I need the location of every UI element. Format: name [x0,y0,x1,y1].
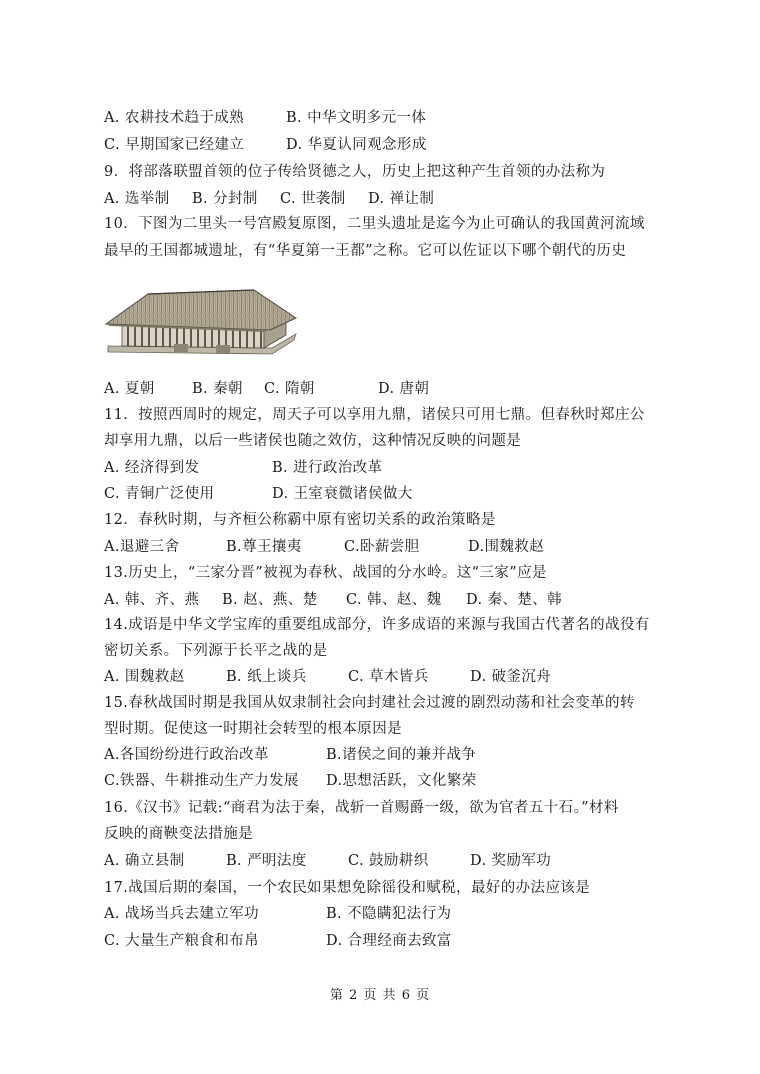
question-16-stem-line1: 16.《汉书》记载:“商君为法于秦，战斩一首赐爵一级，欲为官者五十石。”材料 [104,800,619,816]
question-11-stem-line2: 却享用九鼎，以后一些诸侯也随之效仿，这种情况反映的问题是 [104,433,522,449]
option-a: A. 农耕技术趋于成熟 [104,110,245,126]
page-number-footer: 第 2 页 共 6 页 [329,988,431,1003]
question-9-stem: 9．将部落联盟首领的位子传给贤德之人，历史上把这种产生首领的办法称为 [104,164,606,180]
option-a: A.各国纷纷进行政治改革 [104,747,269,763]
option-d: D. 华夏认同观念形成 [286,137,427,153]
question-15-stem-line2: 型时期。促使这一时期社会转型的根本原因是 [104,721,402,737]
option-c: C. 鼓励耕织 [348,853,429,869]
option-a: A.退避三舍 [104,539,180,555]
option-d: D. 合理经商去致富 [326,933,452,949]
option-d: D. 王室衰微诸侯做大 [272,486,413,502]
option-a: A. 选举制 [104,191,170,207]
question-10-stem-line1: 10．下图为二里头一号宫殿复原图，二里头遗址是迄今为止可确认的我国黄河流域 [104,216,645,232]
option-b: B. 赵、燕、楚 [222,592,318,608]
question-14-stem-line1: 14.成语是中华文学宝库的重要组成部分，许多成语的来源与我国古代著名的战役有 [104,617,650,633]
question-12-stem: 12．春秋时期，与齐桓公称霸中原有密切关系的政治策略是 [104,512,496,528]
option-b: B. 不隐瞒犯法行为 [326,906,452,922]
option-b: B.尊王攘夷 [226,539,302,555]
option-b: B.诸侯之间的兼并战争 [326,747,477,763]
option-a: A. 夏朝 [104,381,155,397]
option-b: B. 秦朝 [192,381,243,397]
question-17-stem: 17.战国后期的秦国，一个农民如果想免除徭役和赋税，最好的办法应该是 [104,880,591,896]
option-a: A. 经济得到发 [104,460,200,476]
option-d: D. 奖励军功 [470,853,552,869]
option-a: A. 战场当兵去建立军功 [104,906,259,922]
option-c: C. 早期国家已经建立 [104,137,245,153]
option-c: C. 韩、赵、魏 [346,592,442,608]
option-b: B. 纸上谈兵 [226,669,307,685]
question-10-stem-line2: 最早的王国都城遗址，有“华夏第一王都”之称。它可以佐证以下哪个朝代的历史 [104,243,627,259]
option-d: D.围魏救赵 [468,539,545,555]
question-16-stem-line2: 反映的商鞅变法措施是 [104,826,253,842]
option-c: C.铁器、牛耕推动生产力发展 [104,773,299,789]
option-c: C. 草木皆兵 [348,669,429,685]
option-c: C. 隋朝 [264,381,315,397]
question-13-stem: 13.历史上，“三家分晋”被视为春秋、战国的分水岭。这“三家”应是 [104,565,547,581]
option-a: A. 韩、齐、燕 [104,592,200,608]
option-c: C. 世袭制 [280,191,346,207]
option-c: C.卧薪尝胆 [344,539,420,555]
option-b: B. 中华文明多元一体 [286,110,427,126]
option-b: B. 严明法度 [226,853,307,869]
option-d: D. 破釜沉舟 [470,669,552,685]
option-b: B. 进行政治改革 [272,460,383,476]
question-15-stem-line1: 15.春秋战国时期是我国从奴隶制社会向封建社会过渡的剧烈动荡和社会变革的转 [104,695,635,711]
option-c: C. 青铜广泛使用 [104,486,215,502]
palace-reconstruction-image [104,282,300,358]
option-b: B. 分封制 [192,191,258,207]
option-d: D. 秦、楚、韩 [466,592,563,608]
option-d: D. 禅让制 [368,191,435,207]
option-a: A. 确立县制 [104,853,185,869]
option-d: D.思想活跃，文化繁荣 [326,773,477,789]
option-a: A. 围魏救赵 [104,669,185,685]
option-d: D. 唐朝 [378,381,430,397]
question-14-stem-line2: 密切关系。下列源于长平之战的是 [104,643,328,659]
question-11-stem-line1: 11．按照西周时的规定，周天子可以享用九鼎，诸侯只可用七鼎。但春秋时郑庄公 [104,407,645,423]
option-c: C. 大量生产粮食和布帛 [104,933,260,949]
